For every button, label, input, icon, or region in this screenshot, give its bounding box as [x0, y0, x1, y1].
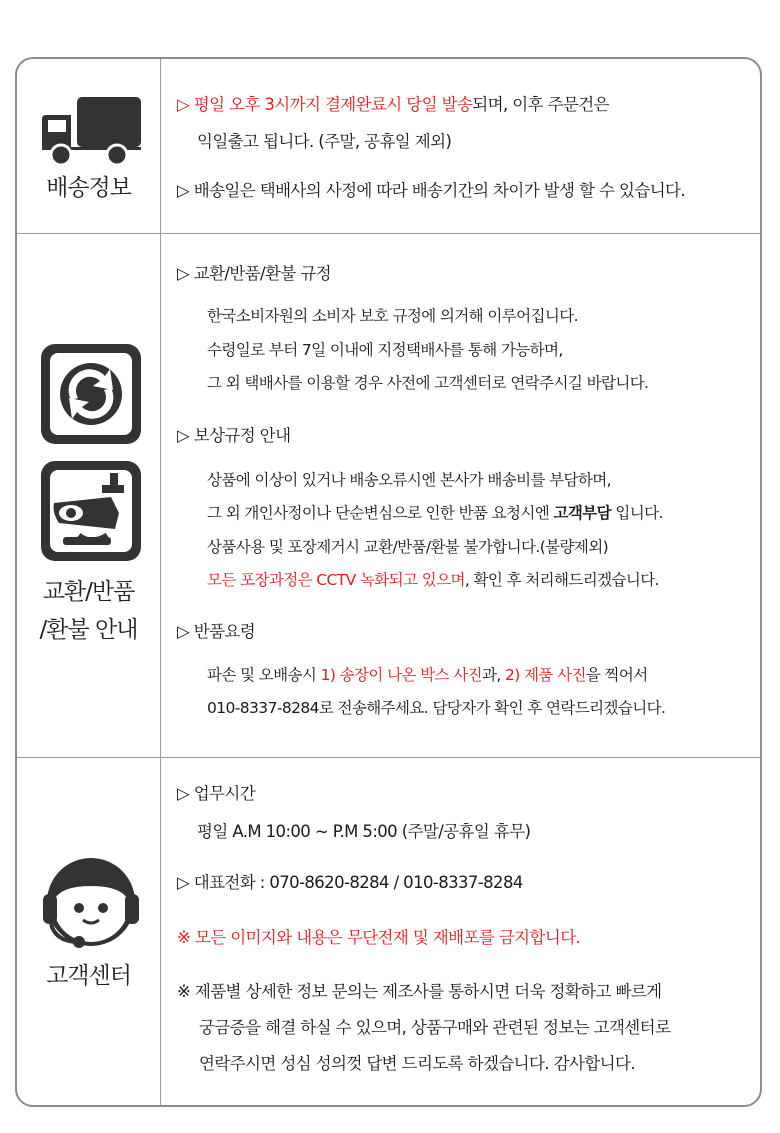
exchange-policy-title: ▷ 교환/반품/환불 규정	[177, 264, 332, 283]
row-divider	[17, 233, 760, 234]
info-table	[15, 57, 762, 1107]
return-guide-line: 파손 및 오배송시 1) 송장이 나온 박스 사진과, 2) 제품 사진을 찍어서	[207, 666, 648, 684]
customer-center-label: 고객센터	[46, 963, 131, 989]
return-guide-line: 010-8337-8284로 전송해주세요. 담당자가 확인 후 연락드리겠습니다.	[207, 699, 666, 717]
exchange-policy-line: 그 외 택배사를 이용할 경우 사전에 고객센터로 연락주시길 바랍니다.	[207, 374, 649, 392]
cctv-camera-icon	[39, 459, 143, 563]
column-divider	[160, 59, 161, 1105]
phone-numbers: ▷ 대표전화 : 070-8620-8284 / 010-8337-8284	[177, 873, 523, 892]
compensation-line: 상품사용 및 포장제거시 교환/반품/환불 불가합니다.(불량제외)	[207, 538, 609, 556]
compensation-line: 그 외 개인사정이나 단순변심으로 인한 반품 요청시엔 고객부담 입니다.	[207, 504, 663, 522]
compensation-cctv-line: 모든 포장과정은 CCTV 녹화되고 있으며, 확인 후 처리해드리겠습니다.	[207, 571, 659, 589]
exchange-label-line1: 교환/반품	[42, 579, 135, 605]
shipping-label: 배송정보	[46, 175, 131, 201]
recycle-icon	[39, 342, 143, 446]
inquiry-line: 궁금증을 해결 하실 수 있으며, 상품구매와 관련된 정보는 고객센터로	[199, 1018, 671, 1037]
headset-agent-icon	[39, 846, 143, 950]
return-guide-title: ▷ 반품요령	[177, 622, 256, 641]
compensation-title: ▷ 보상규정 안내	[177, 426, 291, 445]
copyright-notice: ※ 모든 이미지와 내용은 무단전재 및 재배포를 금지합니다.	[177, 928, 581, 947]
exchange-policy-line: 한국소비자원의 소비자 보호 규정에 의거해 이루어집니다.	[207, 307, 578, 325]
row-divider	[17, 757, 760, 758]
business-hours-title: ▷ 업무시간	[177, 784, 256, 803]
business-hours: 평일 A.M 10:00 ~ P.M 5:00 (주말/공휴일 휴무)	[197, 822, 531, 841]
shipping-same-day-notice: ▷ 평일 오후 3시까지 결제완료시 당일 발송되며, 이후 주문건은	[177, 95, 609, 114]
compensation-line: 상품에 이상이 있거나 배송오류시엔 본사가 배송비를 부담하며,	[207, 471, 611, 489]
shipping-delay-notice: ▷ 배송일은 택배사의 사정에 따라 배송기간의 차이가 발생 할 수 있습니다.	[177, 181, 686, 200]
delivery-truck-icon	[39, 95, 143, 167]
exchange-label-line2: /환불 안내	[39, 617, 138, 643]
exchange-policy-line: 수령일로 부터 7일 이내에 지정택배사를 통해 가능하며,	[207, 341, 563, 359]
shipping-next-day-notice: 익일출고 됩니다. (주말, 공휴일 제외)	[197, 132, 452, 151]
inquiry-line: 연락주시면 성심 성의껏 답변 드리도록 하겠습니다. 감사합니다.	[199, 1054, 635, 1073]
inquiry-line: ※ 제품별 상세한 정보 문의는 제조사를 통하시면 더욱 정확하고 빠르게	[177, 982, 662, 1001]
